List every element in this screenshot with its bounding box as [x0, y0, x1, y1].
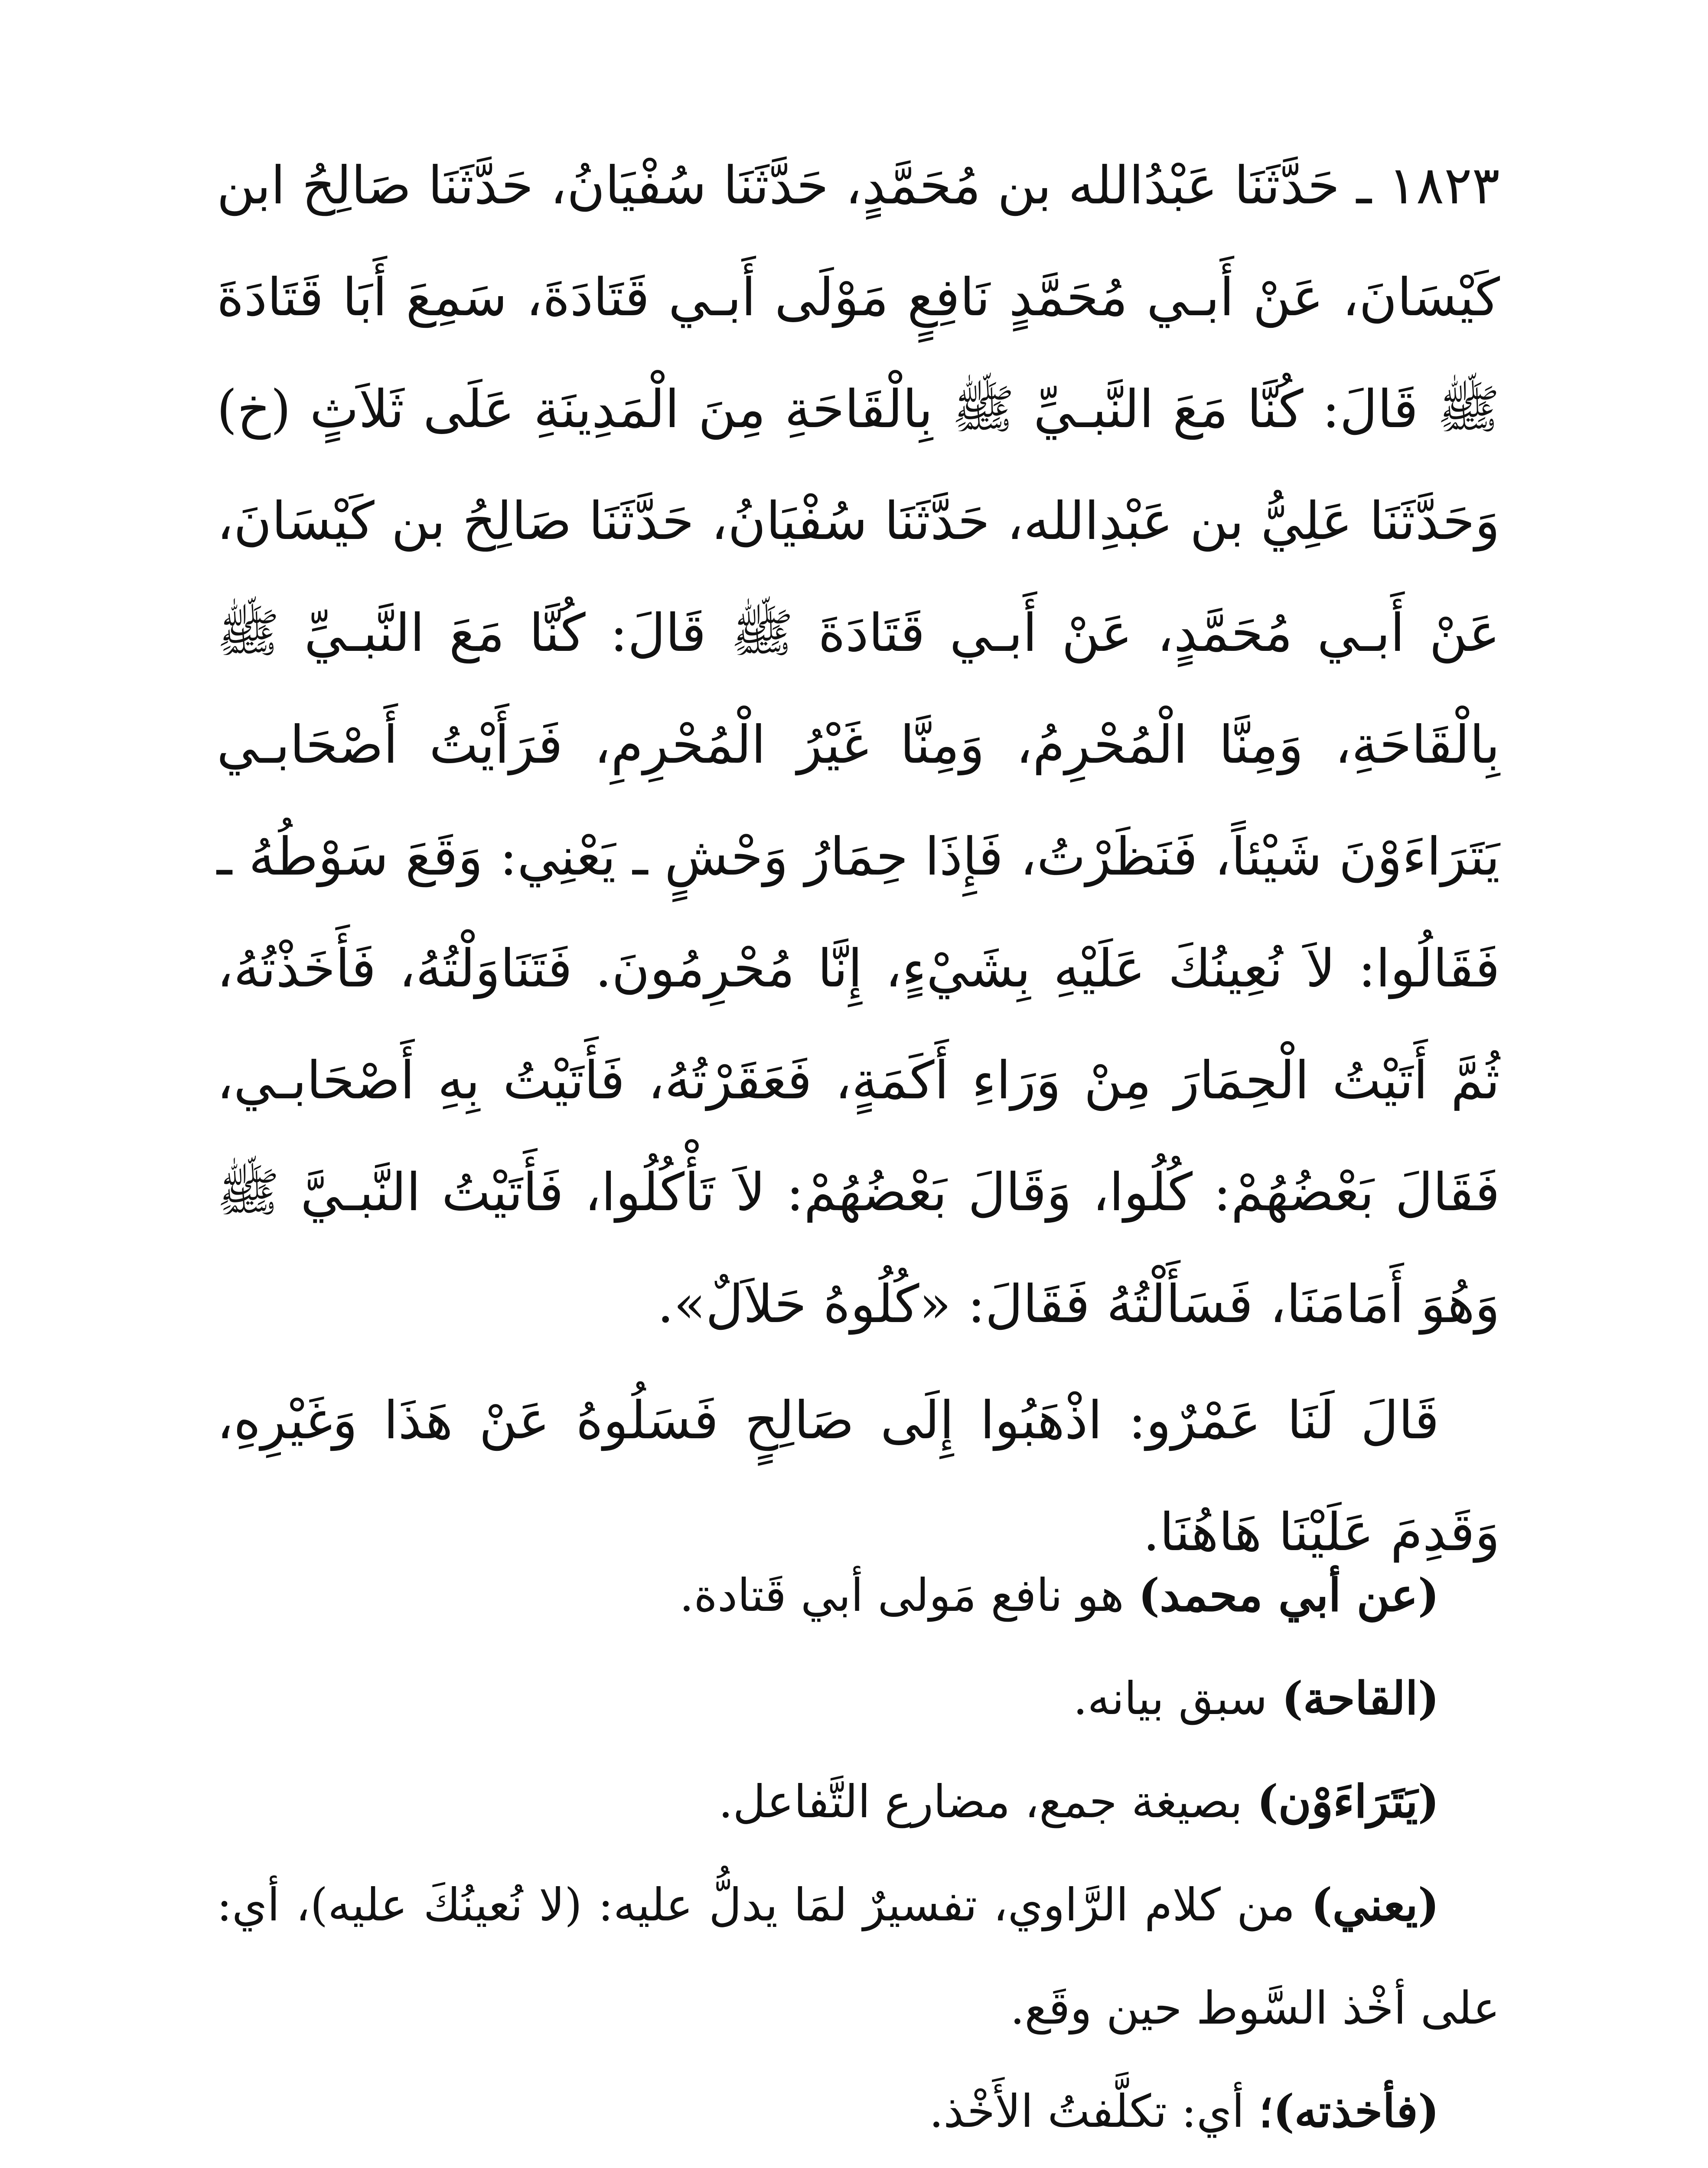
note-text: من كلام الرَّاوي، تفسيرٌ لمَا يدلُّ عليه: (لا نُعينُكَ عليه)، أي: على أخْذ السَّوط حين وقَع. [217, 1878, 1500, 2034]
note-term: (فأخذته)؛ [1258, 2084, 1439, 2138]
note-term: (عن أبي محمد) [1138, 1568, 1439, 1622]
note-text: سبق بيانه. [1073, 1672, 1282, 1725]
note-text: هو نافع مَولى أبي قَتادة. [679, 1569, 1138, 1622]
note-2 [217, 1647, 1500, 1750]
note-term: (القاحة) [1281, 1672, 1439, 1725]
note-1 [217, 1544, 1500, 1647]
note-term: (يَتَرَاءَوْن) [1257, 1775, 1439, 1828]
note-text: بصيغة جمع، مضارع التَّفاعل. [718, 1775, 1257, 1828]
commentary-notes [217, 1544, 1500, 2168]
note-5 [217, 2060, 1500, 2163]
note-3 [217, 1750, 1500, 1853]
hadith-paragraph-2: قَالَ لَنَا عَمْرٌو: اذْهَبُوا إِلَى صَالِحٍ فَسَلُوهُ عَنْ هَذَا وَغَيْرِهِ، وَقَدِمَ عَلَيْنَا هَاهُنَا. [217, 1391, 1500, 1563]
hadith-text [217, 130, 1500, 1589]
note-text: أي: تكلَّفتُ الأَخْذ. [929, 2085, 1259, 2138]
note-6 [217, 2163, 1500, 2168]
note-4 [217, 1853, 1500, 2060]
hadith-paragraph-1: ١٨٢٣ ـ حَدَّثَنَا عَبْدُالله بن مُحَمَّدٍ، حَدَّثَنَا سُفْيَانُ، حَدَّثَنَا صَالِحُ ابن كَيْسَانَ، عَنْ أَبـي مُحَمَّدٍ نَافِعٍ مَوْلَى أَبـي قَتَادَةَ، سَمِعَ أَبَا قَتَادَةَ ﷺ قَالَ: كُنَّا مَعَ النَّبـيِّ ﷺ بِالْقَاحَةِ مِنَ الْمَدِينَةِ عَلَى ثَلاَثٍ (خ) وَحَدَّثَنَا عَلِيُّ بن عَبْدِالله، حَدَّثَنَا سُفْيَانُ، حَدَّثَنَا صَالِحُ بن كَيْسَانَ، عَنْ أَبـي مُحَمَّدٍ، عَنْ أَبـي قَتَادَةَ ﷺ قَالَ: كُنَّا مَعَ النَّبـيِّ ﷺ بِالْقَاحَةِ، وَمِنَّا الْمُحْرِمُ، وَمِنَّا غَيْرُ الْمُحْرِمِ، فَرَأَيْتُ أَصْحَابـي يَتَرَاءَوْنَ شَيْئاً، فَنَظَرْتُ، فَإِذَا حِمَارُ وَحْشٍ ـ يَعْنِي: وَقَعَ سَوْطُهُ ـ فَقَالُوا: لاَ نُعِينُكَ عَلَيْهِ بِشَيْءٍ، إِنَّا مُحْرِمُونَ. فَتَنَاوَلْتُهُ، فَأَخَذْتُهُ، ثُمَّ أَتَيْتُ الْحِمَارَ مِنْ وَرَاءِ أَكَمَةٍ، فَعَقَرْتُهُ، فَأَتَيْتُ بِهِ أَصْحَابـي، فَقَالَ بَعْضُهُمْ: كُلُوا، وَقَالَ بَعْضُهُمْ: لاَ تَأْكُلُوا، فَأَتَيْتُ النَّبـيَّ ﷺ وَهُوَ أَمَامَنَا، فَسَأَلْتُهُ فَقَالَ: «كُلُوهُ حَلاَلٌ». [217, 156, 1500, 1335]
note-term: (يعني) [1311, 1878, 1439, 1931]
